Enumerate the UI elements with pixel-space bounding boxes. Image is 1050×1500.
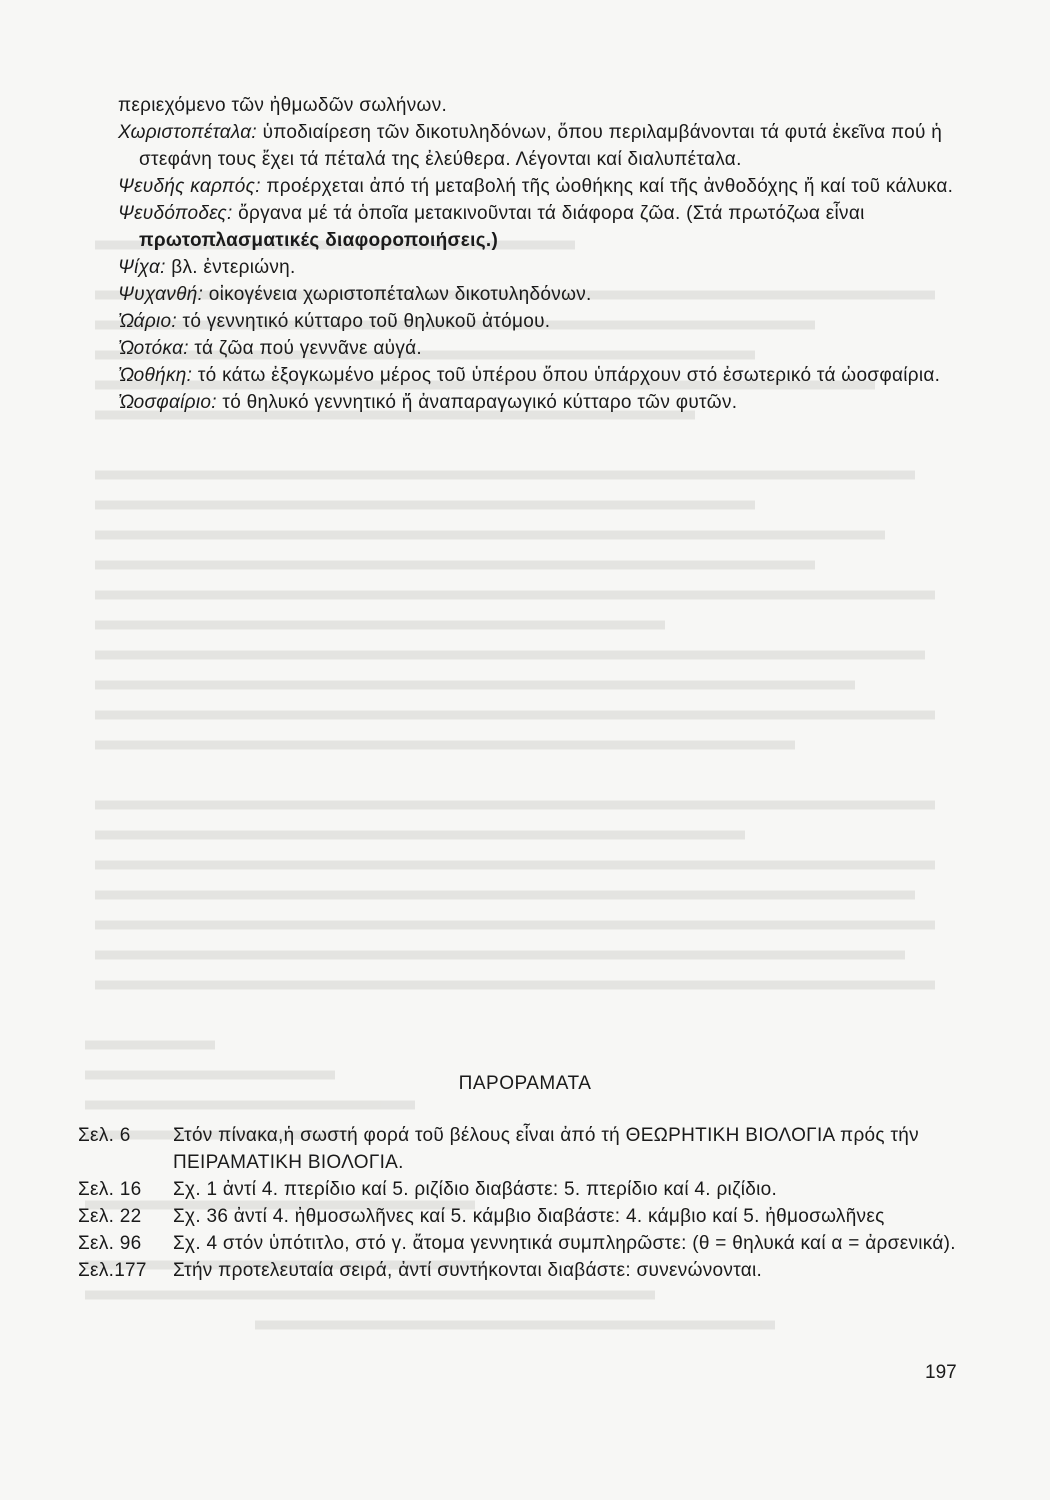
entry-text: ὑποδιαίρεση τῶν δικοτυληδόνων, ὅπου περιλαμβάνονται τά φυτά ἐκεῖνα πού ἡ στεφάνη τους ἔχει τά πέταλά της ἐλεύθερα. Λέγονται καί διαλυπέταλα. (139, 122, 943, 170)
errata-title: ΠΑΡΟΡΑΜΑΤΑ (458, 1073, 592, 1094)
errata-row (78, 1230, 968, 1257)
errata-page-ref: Σελ. 6 (78, 1125, 131, 1146)
glossary-entry (118, 362, 968, 389)
errata-list (78, 1122, 968, 1284)
glossary-entry (118, 92, 968, 119)
entry-term: Ὠάριο: (118, 311, 177, 332)
errata-correction: Σχ. 36 ἀντί 4. ἠθμοσωλῆνες καί 5. κάμβιο διαβάστε: 4. κάμβιο καί 5. ἠθμοσωλῆνες (173, 1206, 885, 1227)
entry-term: Ψίχα: (118, 257, 166, 278)
entry-text: τό γεννητικό κύτταρο τοῦ θηλυκοῦ ἀτόμου. (176, 311, 551, 332)
glossary-entry (118, 308, 968, 335)
errata-correction: Σχ. 4 στόν ὑπότιτλο, στό γ. ἄτομα γεννητικά συμπληρῶστε: (θ = θηλυκά καί α = ἀρσενικά). (173, 1233, 956, 1254)
errata-page-ref: Σελ. 16 (78, 1179, 142, 1200)
glossary-entry (118, 335, 968, 362)
entry-text: περιεχόμενο τῶν ἠθμωδῶν σωλήνων. (118, 95, 448, 116)
errata-correction: Στόν πίνακα,ἡ σωστή φορά τοῦ βέλους εἶναι ἀπό τή ΘΕΩΡΗΤΙΚΗ ΒΙΟΛΟΓΙΑ πρός τήν ΠΕΙΡΑΜΑΤΙΚΗ ΒΙΟΛΟΓΙΑ. (173, 1125, 919, 1173)
entry-text: προέρχεται ἀπό τή μεταβολή τῆς ὠοθήκης καί τῆς ἀνθοδόχης ἤ καί τοῦ κάλυκα. (260, 176, 954, 197)
entry-term: Χωριστοπέταλα: (118, 122, 257, 143)
errata-page-ref: Σελ. 96 (78, 1233, 142, 1254)
entry-term: Ψευδόποδες: (118, 203, 233, 224)
entry-term: Ψευδής καρπός: (118, 176, 261, 197)
entry-text: βλ. ἐντεριώνη. (165, 257, 296, 278)
entry-term: Ὠοτόκα: (118, 338, 189, 359)
entry-term: Ὠοσφαίριο: (118, 392, 217, 413)
entry-bold-text: πρωτοπλασματικές διαφοροποιήσεις.) (139, 230, 499, 251)
glossary-entry (118, 389, 968, 416)
entry-term: Ψυχανθή: (118, 284, 204, 305)
entry-term: Ὠοθήκη: (118, 365, 193, 386)
glossary (118, 92, 968, 416)
errata-correction: Στήν προτελευταία σειρά, ἀντί συντήκονται διαβάστε: συνενώνονται. (173, 1260, 763, 1281)
entry-text: οἰκογένεια χωριστοπέταλων δικοτυληδόνων. (203, 284, 592, 305)
glossary-entry (118, 281, 968, 308)
errata-page-ref: Σελ.177 (78, 1260, 147, 1281)
errata-correction: Σχ. 1 ἀντί 4. πτερίδιο καί 5. ριζίδιο διαβάστε: 5. πτερίδιο καί 4. ριζίδιο. (173, 1179, 778, 1200)
errata-row (78, 1176, 968, 1203)
glossary-entry (118, 173, 968, 200)
page-number: 197 (925, 1362, 957, 1383)
glossary-entry (118, 200, 968, 254)
entry-text: τά ζῶα πού γεννᾶνε αὐγά. (188, 338, 423, 359)
errata-row (78, 1122, 968, 1176)
entry-text: ὄργανα μέ τά ὁποῖα μετακινοῦνται τά διάφορα ζῶα. (Στά πρωτόζωα εἶναι (232, 203, 865, 224)
glossary-entry (118, 254, 968, 281)
entry-text: τό θηλυκό γεννητικό ἤ ἀναπαραγωγικό κύτταρο τῶν φυτῶν. (216, 392, 738, 413)
entry-text: τό κάτω ἐξογκωμένο μέρος τοῦ ὑπέρου ὅπου ὑπάρχουν στό ἐσωτερικό τά ὠοσφαίρια. (192, 365, 941, 386)
errata-row (78, 1257, 968, 1284)
glossary-entry (118, 119, 968, 173)
errata-page-ref: Σελ. 22 (78, 1206, 142, 1227)
errata-row (78, 1203, 968, 1230)
